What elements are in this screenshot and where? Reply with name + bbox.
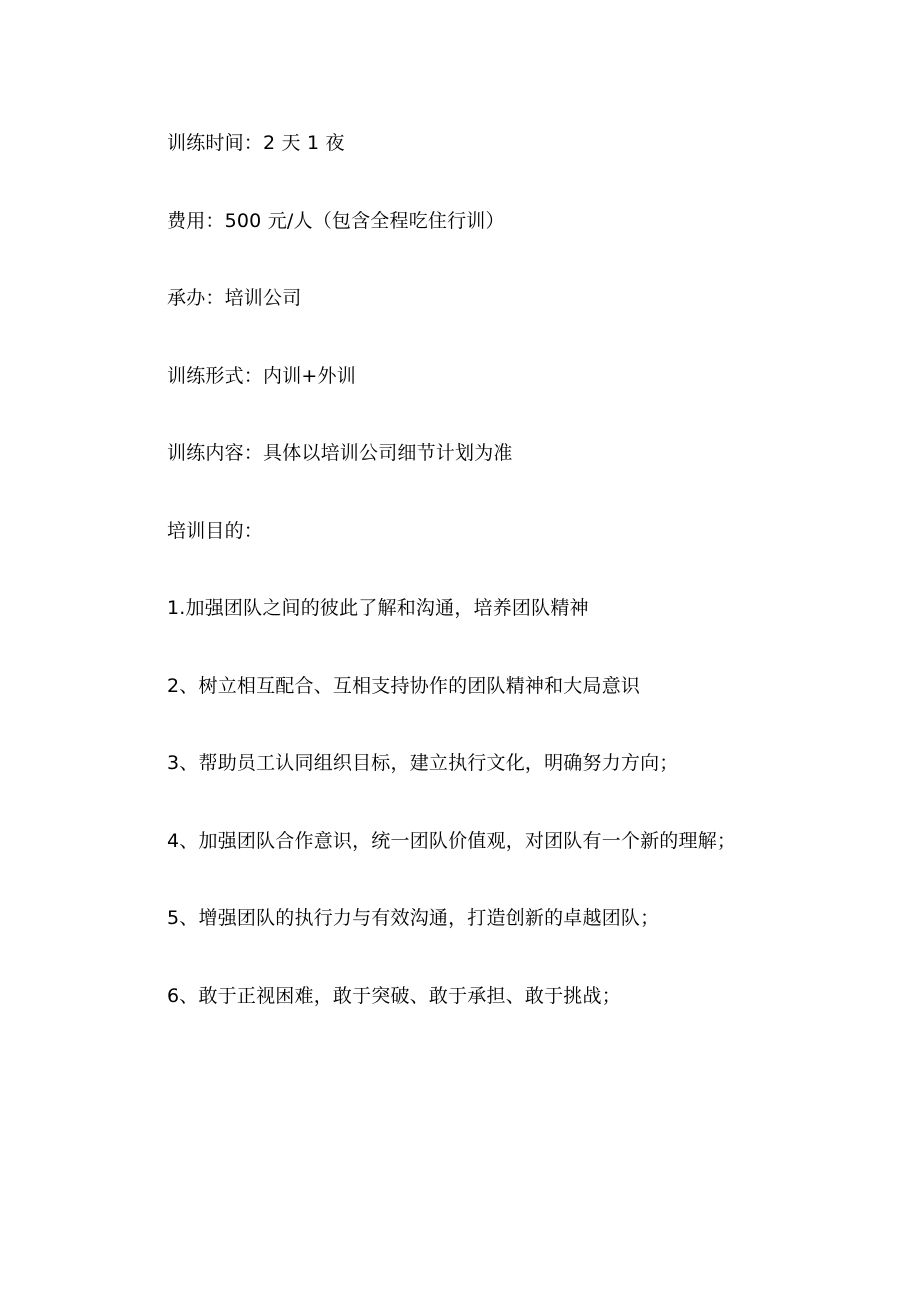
purpose-item-4: 4、加强团队合作意识，统一团队价值观，对团队有一个新的理解； bbox=[167, 829, 737, 852]
fee-line: 费用：500 元/人（包含全程吃住行训） bbox=[167, 209, 505, 232]
document-body bbox=[167, 127, 847, 1057]
training-content-line: 训练内容：具体以培训公司细节计划为准 bbox=[167, 442, 513, 464]
purpose-item-2: 2、树立相互配合、互相支持协作的团队精神和大局意识 bbox=[167, 674, 641, 697]
training-format-line: 训练形式：内训+外训 bbox=[167, 364, 356, 387]
purpose-item-1: 1.加强团队之间的彼此了解和沟通，培养团队精神 bbox=[167, 597, 589, 619]
training-time-line: 训练时间：2 天 1 夜 bbox=[167, 132, 345, 154]
purpose-item-6: 6、敢于正视困难，敢于突破、敢于承担、敢于挑战； bbox=[167, 984, 621, 1007]
organizer-line: 承办：培训公司 bbox=[167, 287, 302, 309]
training-purpose-heading: 培训目的： bbox=[167, 519, 264, 542]
purpose-item-5: 5、增强团队的执行力与有效沟通，打造创新的卓越团队； bbox=[167, 907, 660, 929]
purpose-item-3: 3、帮助员工认同组织目标，建立执行文化，明确努力方向； bbox=[167, 752, 679, 774]
